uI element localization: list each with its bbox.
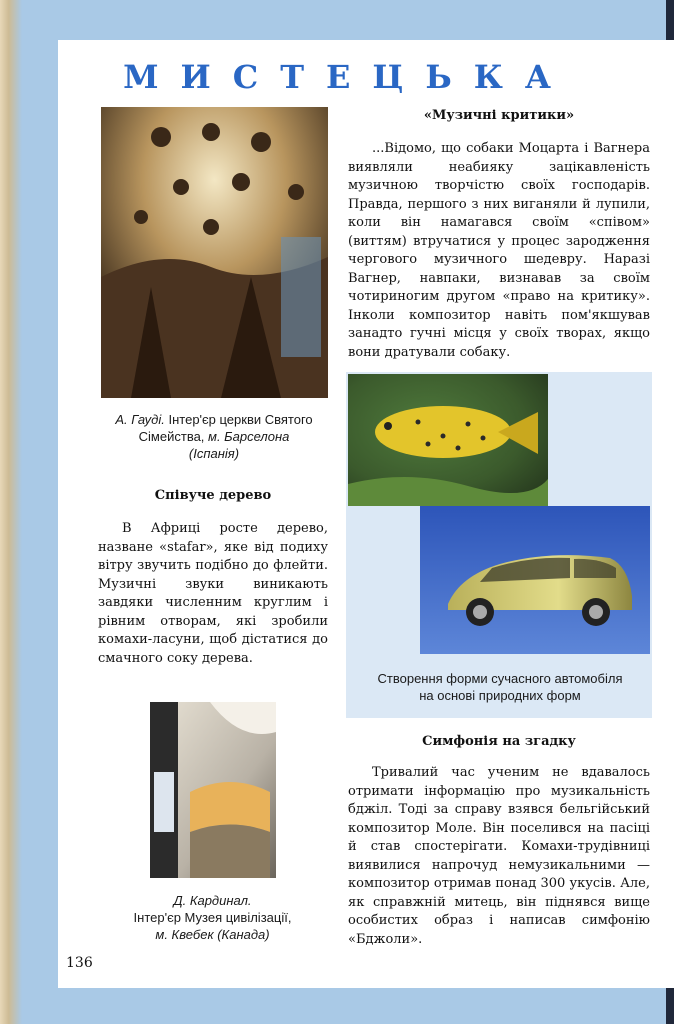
header-title: МИСТЕЦЬКА: [123, 58, 573, 96]
gaudi-caption-line1: Інтер'єр церкви Святого: [164, 412, 313, 427]
gaudi-caption-line2: Сімейства,: [138, 429, 209, 444]
symphony-paragraph: Тривалий час ученим не вдавалось отримати інформацію про музикальність бджіл. Тоді за справу взявся бельгійський композитор Моле. Він поселився на пасіці й став спостерігати. Комахи-трудівниці виявилися напрочуд немузикальними — композитор отримав понад 300 укусів. Але, як справжній митець, він піднявся вище особистих образ і написав симфонію «Бджоли».: [348, 765, 650, 947]
tree-text: [98, 520, 328, 668]
cardinal-caption-line2: Інтер'єр Музея цивілізації,: [133, 910, 292, 925]
critics-text: [348, 140, 650, 362]
critics-title: «Музичні критики»: [423, 108, 575, 123]
cardinal-caption-line3: м. Квебек (Канада): [155, 927, 270, 942]
car-caption: [350, 670, 650, 704]
book-spine: [0, 0, 22, 1024]
cardinal-caption-author: Д. Кардинал.: [173, 893, 252, 908]
symphony-title: Симфонія на згадку: [422, 734, 576, 749]
gaudi-church-photo: [101, 107, 328, 398]
concept-car-photo: [420, 506, 650, 654]
gaudi-caption-country: (Іспанія): [188, 446, 240, 461]
tree-title: Співуче дерево: [154, 488, 272, 503]
gaudi-caption: [98, 411, 330, 462]
car-caption-line2: на основі природних форм: [419, 688, 581, 703]
gaudi-caption-city: м. Барселона: [208, 429, 290, 444]
car-caption-line1: Створення форми сучасного автомобіля: [377, 671, 623, 686]
tree-paragraph: В Африці росте дерево, назване «stafar», яке від подиху вітру звучить подібно до флейти. Музичні звуки виникають завдяки численним круглим і рівним отворам, які зробили комахи-ласуни, щоб дістатися до смачного соку дерева.: [98, 521, 328, 666]
symphony-text: [348, 764, 650, 949]
cardinal-caption: [110, 892, 315, 943]
critics-paragraph: ...Відомо, що собаки Моцарта і Вагнера виявляли неабияку зацікавленість музичною творчістю своїх господарів. Правда, першого з них виганяли й лупили, коли він намагався своїм «співом» (виттям) втручатися у процес зародження чергового музичного шедевру. Наразі Вагнер, навпаки, визнавав за своїм чотириногим другом «право на критику». Інколи композитор навіть пом'якшував занадто гучні місця у своїх творах, якщо вони дратували собаку.: [348, 141, 650, 360]
page-number: 136: [66, 955, 93, 971]
gaudi-caption-author: А. Гауді.: [115, 412, 165, 427]
museum-interior-photo: [150, 702, 276, 878]
boxfish-photo: [348, 374, 548, 506]
